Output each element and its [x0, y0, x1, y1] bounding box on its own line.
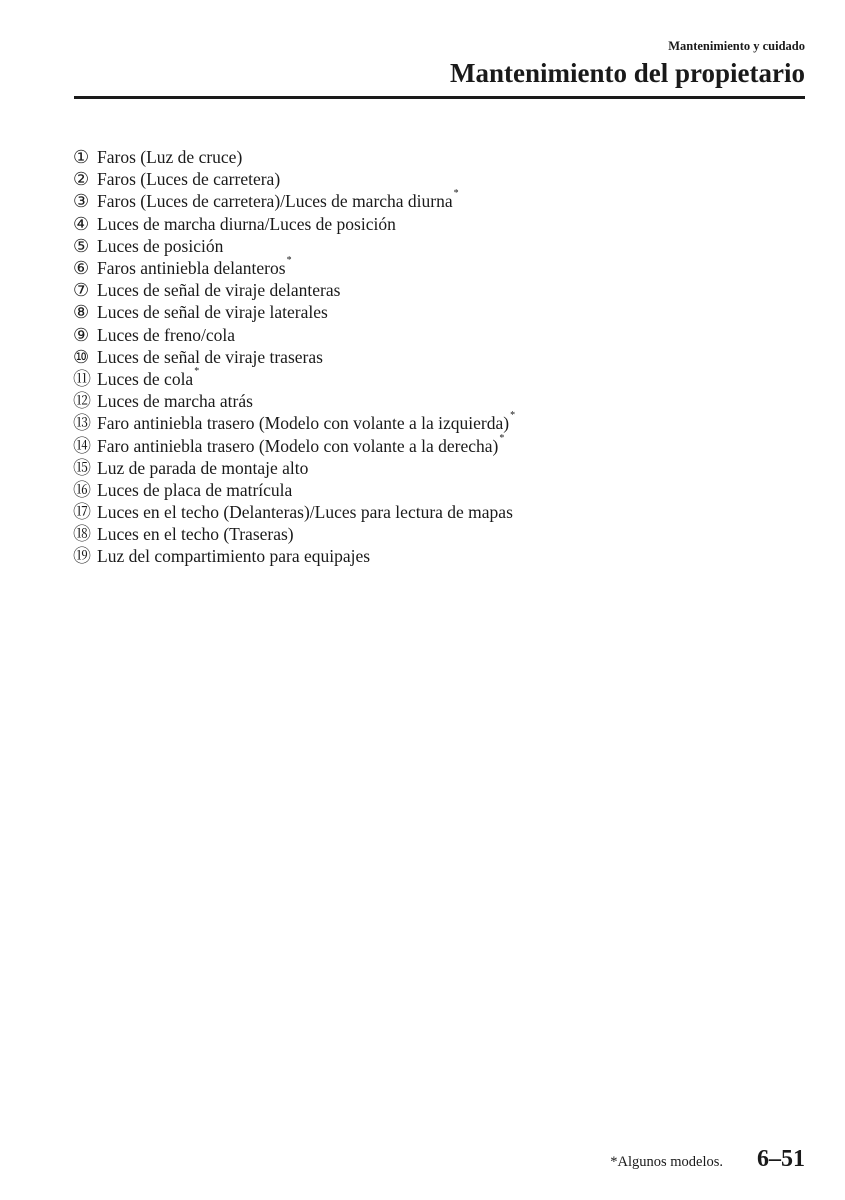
item-label: Luces de señal de viraje delanteras — [97, 280, 341, 301]
item-number-marker: ⑨ — [73, 324, 90, 345]
item-number-marker: ⑥ — [73, 258, 90, 279]
list-item — [73, 365, 515, 390]
list-item — [73, 523, 515, 545]
item-number-marker: ② — [73, 169, 90, 190]
list-item — [73, 257, 515, 279]
item-label: Faro antiniebla trasero (Modelo con volante a la derecha) — [97, 435, 499, 456]
optional-model-asterisk: * — [510, 410, 516, 422]
list-item — [73, 213, 515, 235]
item-label: Luz de parada de montaje alto — [97, 457, 309, 478]
item-label: Luces en el techo (Traseras) — [97, 524, 294, 545]
item-label: Luces de marcha atrás — [97, 391, 253, 412]
item-label: Luces de posición — [97, 235, 224, 256]
list-item — [73, 412, 515, 434]
item-label: Faros (Luces de carretera)/Luces de marcha diurna — [97, 191, 453, 212]
optional-model-asterisk: * — [286, 255, 292, 267]
list-item — [73, 190, 515, 212]
item-label: Faros (Luz de cruce) — [97, 147, 243, 168]
list-item — [73, 479, 515, 501]
item-label: Faros (Luces de carretera) — [97, 169, 281, 190]
item-number-marker: ⑤ — [73, 235, 90, 256]
list-item — [73, 346, 515, 368]
list-item — [73, 501, 515, 523]
item-number-marker: ⑩ — [73, 346, 90, 367]
list-item — [73, 235, 515, 257]
footnote: *Algunos modelos. — [610, 1154, 723, 1170]
item-label: Luces de cola — [97, 368, 194, 389]
section-label: Mantenimiento y cuidado — [668, 39, 805, 53]
list-item — [73, 545, 515, 567]
item-number-marker: ⑲ — [73, 546, 91, 567]
item-label: Luz del compartimiento para equipajes — [97, 546, 371, 567]
item-number-marker: ⑪ — [73, 368, 91, 389]
item-number-marker: ⑭ — [73, 435, 91, 456]
list-item — [73, 279, 515, 301]
item-number-marker: ⑮ — [73, 457, 91, 478]
item-label: Luces de marcha diurna/Luces de posición — [97, 213, 396, 234]
item-number-marker: ⑫ — [73, 391, 91, 412]
item-number-marker: ⑧ — [73, 302, 90, 323]
optional-model-asterisk: * — [499, 432, 505, 444]
item-number-marker: ③ — [73, 191, 90, 212]
optional-model-asterisk: * — [453, 188, 459, 200]
item-number-marker: ④ — [73, 213, 90, 234]
item-number-marker: ⑱ — [73, 524, 91, 545]
item-number-marker: ① — [73, 147, 90, 168]
list-item — [73, 301, 515, 323]
item-label: Luces de señal de viraje laterales — [97, 302, 328, 323]
list-item — [73, 390, 515, 412]
item-label: Luces de freno/cola — [97, 324, 235, 345]
item-number-marker: ⑯ — [73, 479, 91, 500]
item-label: Luces de señal de viraje traseras — [97, 346, 323, 367]
page-number: 6–51 — [757, 1146, 805, 1172]
item-number-marker: ⑰ — [73, 502, 91, 523]
item-number-marker: ⑦ — [73, 280, 90, 301]
page-header — [74, 36, 805, 90]
list-item — [73, 324, 515, 346]
page-title: Mantenimiento del propietario — [450, 58, 805, 88]
optional-model-asterisk: * — [194, 365, 200, 377]
page-footer — [610, 1146, 805, 1173]
item-label: Luces en el techo (Delanteras)/Luces para lectura de mapas — [97, 502, 513, 523]
item-label: Faro antiniebla trasero (Modelo con volante a la izquierda) — [97, 413, 510, 434]
header-divider — [74, 96, 805, 99]
list-item — [73, 457, 515, 479]
item-label: Faros antiniebla delanteros — [97, 258, 286, 279]
item-label: Luces de placa de matrícula — [97, 479, 293, 500]
list-item — [73, 146, 515, 168]
light-bulb-list — [73, 146, 515, 568]
list-item — [73, 168, 515, 190]
item-number-marker: ⑬ — [73, 413, 91, 434]
list-item — [73, 434, 515, 456]
